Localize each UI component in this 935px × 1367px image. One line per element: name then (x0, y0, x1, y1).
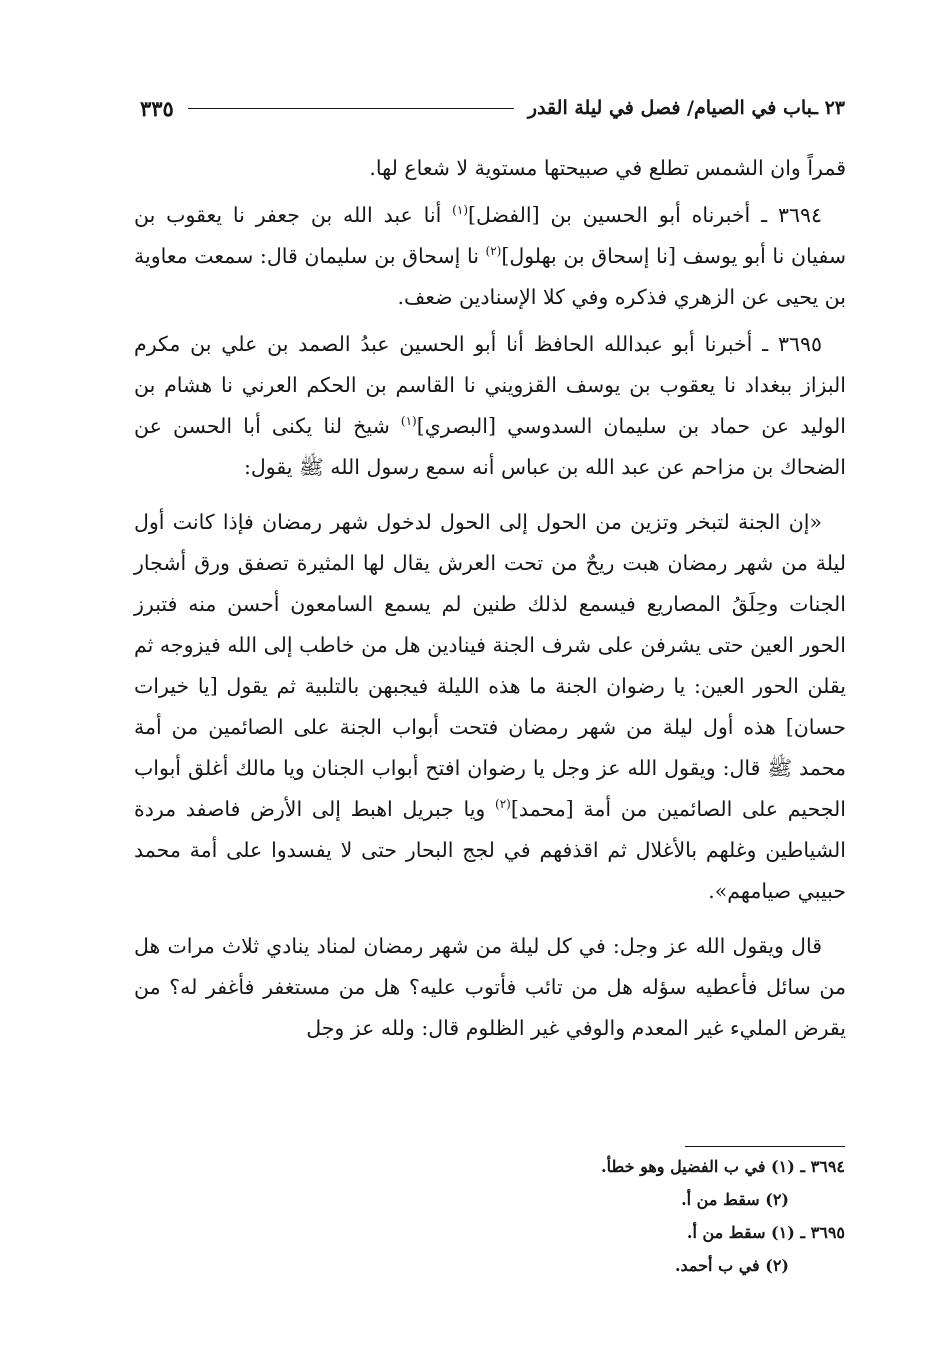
hadith-3694-part-2: أنا عبد الله بن جعفر نا يعقوب بن سفيان نا أبو يوسف [نا إسحاق بن بهلول] (134, 203, 846, 268)
hadith-3694 (134, 195, 846, 318)
footnotes (245, 1150, 845, 1282)
running-header (140, 90, 845, 126)
footnote: ٣٦٩٤ ـ (١) في ب الفضيل وهو خطأ. (601, 1157, 845, 1176)
header-rule (188, 108, 514, 109)
chapter-title: ٢٣ ـباب في الصيام/ فصل في ليلة القدر (527, 97, 845, 119)
hadith-text-part-2: ويا جبريل اهبط إلى الأرض فاصفد مردة الشياطين وغلهم بالأغلال ثم اقذفهم في لجج البحار حتى لا يفسدوا على أمة محمد حبيبي صيامهم». (134, 797, 846, 903)
hadith-3695-text (134, 502, 846, 912)
hadith-3695 (134, 324, 846, 488)
footnote-marker: (٢) (495, 797, 511, 812)
hadith-3695-part-1: ٣٦٩٥ ـ أخبرنا أبو عبدالله الحافظ أنا أبو الحسين عبدُ الصمد بن علي بن مكرم البزاز ببغداد نا يعقوب بن يوسف القزويني نا القاسم بن الحكم العرني نا هشام بن الوليد عن حماد بن سليمان السدوسي [البصري] (134, 332, 846, 438)
main-text (134, 148, 846, 1049)
hadith-3694-part-1: ٣٦٩٤ ـ أخبرناه أبو الحسين بن [الفضل] (468, 203, 822, 227)
footnote-marker: (١) (452, 203, 468, 218)
footnote: ٣٦٩٥ ـ (١) سقط من أ. (686, 1223, 845, 1242)
footnote-marker: (١) (400, 414, 417, 429)
paragraph-continuation: قمراً وان الشمس تطلع في صبيحتها مستوية لا شعاع لها. (369, 156, 846, 180)
hadith-3695-part-2: شيخ لنا يكنى أبا الحسن عن الضحاك بن مزاحم عن عبد الله بن عباس أنه سمع رسول الله ﷺ يقول: (134, 414, 846, 479)
footnote: (٢) سقط من أ. (681, 1190, 789, 1209)
page-number: ٣٣٥ (140, 95, 174, 121)
footnote-rule (685, 1146, 845, 1147)
footnote-marker: (٢) (485, 244, 502, 259)
paragraph-final: قال ويقول الله عز وجل: في كل ليلة من شهر رمضان لمناد ينادي ثلاث مرات هل من سائل فأعطيه سؤله هل من تائب فأتوب عليه؟ هل من مستغفر فأغفر له؟ من يقرض المليء غير المعدم والوفي غير الظلوم قال: ولله عز وجل (134, 934, 846, 1040)
hadith-text-part-1: «إن الجنة لتبخر وتزين من الحول إلى الحول لدخول شهر رمضان فإذا كانت أول ليلة من شهر رمضان هبت ريحٌ من تحت العرش يقال لها المثيرة تصفق ورق أشجار الجنات وحِلَقُ المصاريع فيسمع لذلك طنين لم يسمع السامعون أحسن منه فتبرز الحور العين حتى يشرفن على شرف الجنة فينادين هل من خاطب إلى الله فيزوجه ثم يقلن الحور العين: يا رضوان الجنة ما هذه الليلة فيجبهن بالتلبية ثم يقول [يا خيرات حسان] هذه أول ليلة من شهر رمضان فتحت أبواب الجنة على الصائمين من أمة محمد ﷺ قال: ويقول الله عز وجل يا رضوان افتح أبواب الجنان ويا مالك أغلق أبواب الجحيم على الصائمين من أمة [محمد] (134, 510, 846, 821)
footnote: (٢) في ب أحمد. (674, 1256, 789, 1275)
hadith-3694-part-3: نا إسحاق بن سليمان قال: سمعت معاوية بن يحيى عن الزهري فذكره وفي كلا الإسنادين ضعف. (134, 244, 846, 309)
